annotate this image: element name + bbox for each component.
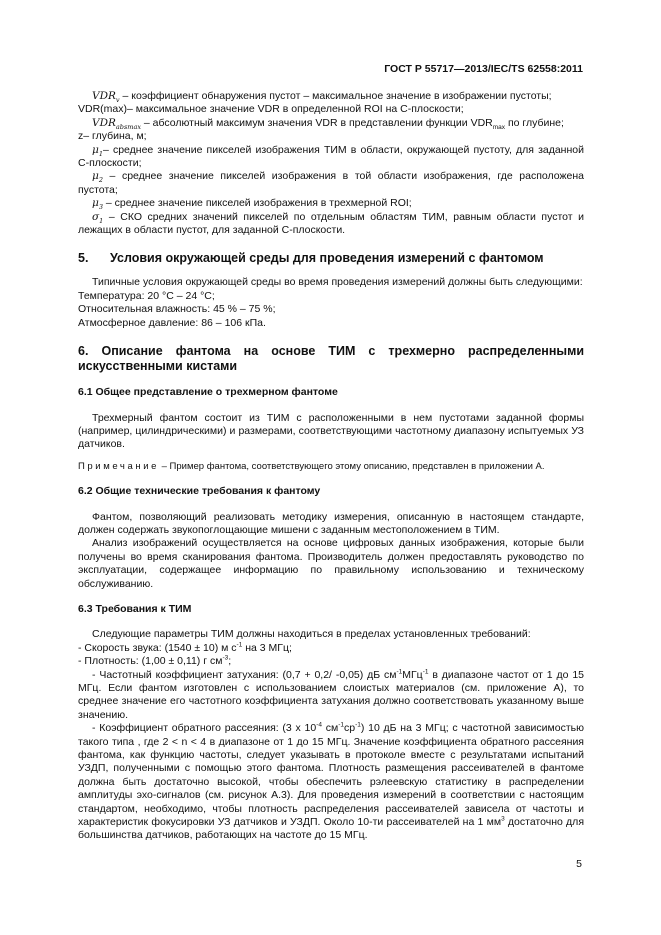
note [78, 460, 584, 473]
page-content [78, 90, 584, 843]
symbol: $\mu_1$ [92, 143, 103, 158]
definition-vdr-max: VDR(max)– максимальное значение VDR в определенной ROI на С-плоскости; [78, 103, 464, 116]
section-title: Условия окружающей среды для проведения измерений с фантомом [110, 251, 544, 266]
subsection-6-1-heading: 6.1 Общее представление о трехмерном фантоме [78, 386, 338, 399]
subsection-6-3-heading: 6.3 Требования к ТИМ [78, 602, 192, 615]
speed-of-sound-line: - Скорость звука: (1540 ± 10) м $с^{-1}$ на 3 МГц; [78, 641, 292, 654]
symbol: $\mu_3$ [92, 197, 103, 212]
subsection-6-2-heading: 6.2 Общие технические требования к фантому [78, 485, 321, 498]
section-6-heading: 6. Описание фантома на основе ТИМ с трехмерно распределенными искусственными кистами [78, 344, 584, 374]
section-5-paragraph: Типичные условия окружающей среды во время проведения измерений должны быть следующими: [92, 276, 583, 289]
symbol: $\mu_2$ [92, 170, 103, 185]
symbol: $\sigma_1$ [92, 210, 104, 225]
pressure-line: Атмосферное давление: 86 – 106 кПа. [78, 316, 266, 329]
humidity-line: Относительная влажность: 45 % – 75 %; [78, 303, 276, 316]
definition-sigma1: $\sigma_1$ – СКО средних значений пикселей по отдельным областям ТИМ, равным области пустот и лежащих в области пустот, для заданной С-плоскости. [78, 210, 584, 237]
note-label: Примечание [78, 460, 159, 472]
section-number: 5. [78, 251, 89, 266]
subsection-6-2-paragraph-2: Анализ изображений осуществляется на основе цифровых данных изображения, которые были получены во время сканирования фантома. Производитель должен предоставлять руководство по эксплуатации, содержащее информацию по правильному использованию и техническому обслуживанию. [78, 537, 584, 590]
definition-vdr-absmax: $VDR_{absmax}$ – абсолютный максимум значения VDR в представлении функции $VDR_{max}$ по глубине; [92, 116, 564, 131]
definition-mu3: $\mu_3$ – среднее значение пикселей изображения в трехмерной ROI; [92, 197, 412, 212]
definition-z: z– глубина, м; [78, 130, 147, 143]
subsection-6-1-paragraph: Трехмерный фантом состоит из ТИМ с расположенными в нем пустотами заданной формы (например, цилиндрическими) и размерами, соответствующими частотному диапазону испытуемых УЗ датчиков. [78, 411, 584, 451]
subsection-6-2-paragraph-1: Фантом, позволяющий реализовать методику измерения, описанную в настоящем стандарте, должен содержать звукопоглощающие мишени с заданным местоположением в ТИМ. [78, 510, 584, 536]
subsection-6-3-intro: Следующие параметры ТИМ должны находиться в пределах установленных требований: [92, 628, 531, 641]
temperature-line: Температура: 20 °С – 24 °С; [78, 289, 215, 302]
document-id-header: ГОСТ Р 55717—2013/IEC/TS 62558:2011 [384, 63, 583, 75]
backscatter-paragraph: - Коэффициент обратного рассеяния: (3 x $10^{-4}$ $см^{-1}ср^{-1}$) 10 дБ на 3 МГц; с частотной зависимостью такого типа , где 2 < n < 4 в диапазоне от 1 до 15 МГц. Значение коэффициента обратного рассеяния фантома, как функцию частоты, следует указывать в протоколе вместе с результатами испытаний УЗДП, полученными с помощью этого фантома. Плотность размещения рассеивателей в фантоме должна быть достаточно высокой, чтобы обеспечить рэлеевскую статистику в распределении амплитуды эхо-сигналов (см. рисунок А.3). Для проведения измерений в соответствии с настоящим стандартом, необходимо, чтобы плотность распределения рассеивателей зависела от частоты и характеристик фокусировки УЗ датчиков и УЗДП. Около 10-ти рассеивателей на 1 $мм^3$ достаточно для большинства датчиков, работающих на частоте до 15 МГц. [78, 721, 584, 842]
symbol: $VDR_{absmax}$ [92, 116, 141, 131]
definition-mu2: $\mu_2$ – среднее значение пикселей изображения в той области изображения, где расположена пустота; [78, 170, 584, 196]
definition-vdr-v: $VDR_v$ – коэффициент обнаружения пустот – максимальное значение в изображении пустоты; [92, 90, 552, 105]
section-5-heading [78, 251, 584, 266]
page-number: 5 [576, 858, 582, 870]
note-text: – Пример фантома, соответствующего этому описанию, представлен в приложении А. [159, 460, 545, 472]
attenuation-paragraph: - Частотный коэффициент затухания: (0,7 + 0,2/ -0,05) дБ $см^{-1}МГц^{-1}$ в диапазоне частот от 1 до 15 МГц. Если фантом изготовлен с использованием слоистых материалов (см. приложение А), то среднее значение его частотного коэффициента затухания должно соответствовать указанному выше значению. [78, 668, 585, 721]
symbol: $VDR_v$ [92, 90, 120, 105]
density-line: - Плотность: (1,00 ± 0,11) г $см^{-3}$; [78, 654, 232, 668]
definition-mu1: $\mu_1-$ среднее значение пикселей изображения ТИМ в области, окружающей пустоту, для заданной С-плоскости; [78, 143, 584, 170]
